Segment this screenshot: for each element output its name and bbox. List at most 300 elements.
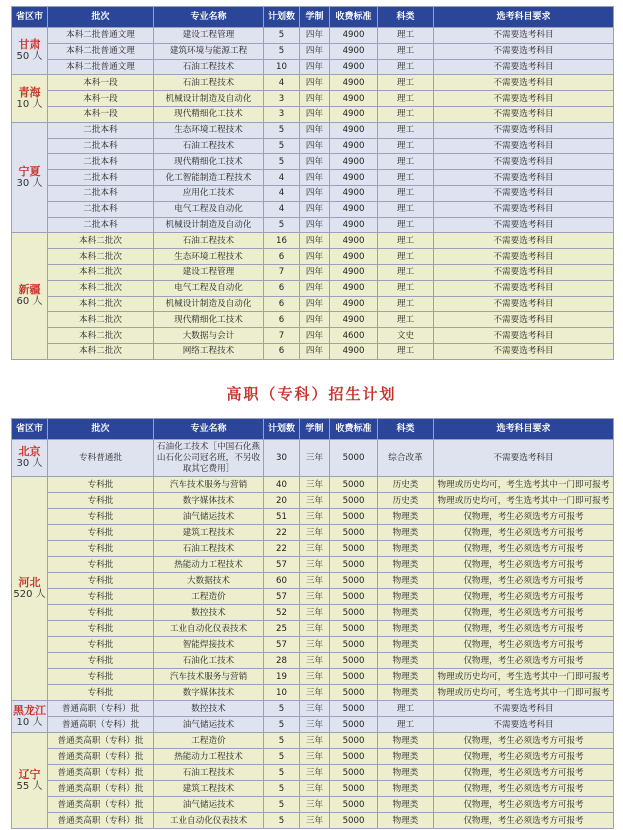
header-major: 专业名称 xyxy=(154,7,264,28)
subject-requirement-cell: 不需要选考科目 xyxy=(434,343,614,359)
header-tuition: 收费标准 xyxy=(330,7,378,28)
category-cell: 物理类 xyxy=(378,669,434,685)
table-row xyxy=(12,717,614,733)
table-row xyxy=(12,91,614,107)
plan-count-cell: 5 xyxy=(264,733,300,749)
tuition-cell: 5000 xyxy=(330,685,378,701)
category-cell: 理工 xyxy=(378,312,434,328)
header-batch: 批次 xyxy=(48,7,154,28)
major-cell: 现代精细化工技术 xyxy=(154,154,264,170)
table-header-row xyxy=(12,419,614,440)
table-row xyxy=(12,493,614,509)
province-quota: 60 人 xyxy=(16,296,43,308)
province-cell xyxy=(12,477,48,701)
table-row xyxy=(12,813,614,829)
major-cell: 机械设计制造及自动化 xyxy=(154,217,264,233)
subject-requirement-cell: 仅物理，考生必须选考方可报考 xyxy=(434,605,614,621)
subject-requirement-cell: 仅物理，考生必须选考方可报考 xyxy=(434,557,614,573)
category-cell: 物理类 xyxy=(378,621,434,637)
category-cell: 物理类 xyxy=(378,765,434,781)
plan-count-cell: 5 xyxy=(264,138,300,154)
plan-count-cell: 6 xyxy=(264,312,300,328)
duration-cell: 三年 xyxy=(300,685,330,701)
plan-count-cell: 4 xyxy=(264,75,300,91)
category-cell: 理工 xyxy=(378,264,434,280)
tuition-cell: 5000 xyxy=(330,749,378,765)
subject-requirement-cell: 仅物理，考生必须选考方可报考 xyxy=(434,733,614,749)
batch-cell: 本科二批普通文理 xyxy=(48,59,154,75)
table-row xyxy=(12,43,614,59)
batch-cell: 普通类高职（专科）批 xyxy=(48,733,154,749)
subject-requirement-cell: 不需要选考科目 xyxy=(434,43,614,59)
subject-requirement-cell: 仅物理，考生必须选考方可报考 xyxy=(434,589,614,605)
table-row xyxy=(12,573,614,589)
batch-cell: 本科一段 xyxy=(48,91,154,107)
batch-cell: 本科二批次 xyxy=(48,343,154,359)
vocational-plan-table xyxy=(11,418,614,829)
duration-cell: 三年 xyxy=(300,813,330,829)
batch-cell: 普通类高职（专科）批 xyxy=(48,765,154,781)
batch-cell: 二批本科 xyxy=(48,154,154,170)
plan-count-cell: 5 xyxy=(264,43,300,59)
duration-cell: 三年 xyxy=(300,605,330,621)
province-cell xyxy=(12,440,48,477)
major-cell: 大数据与会计 xyxy=(154,328,264,344)
major-cell: 应用化工技术 xyxy=(154,185,264,201)
major-cell: 机械设计制造及自动化 xyxy=(154,91,264,107)
subject-requirement-cell: 不需要选考科目 xyxy=(434,28,614,44)
tuition-cell: 4900 xyxy=(330,75,378,91)
subject-requirement-cell: 不需要选考科目 xyxy=(434,91,614,107)
subject-requirement-cell: 仅物理，考生必须选考方可报考 xyxy=(434,573,614,589)
subject-requirement-cell: 仅物理，考生必须选考方可报考 xyxy=(434,621,614,637)
table-row xyxy=(12,106,614,122)
duration-cell: 三年 xyxy=(300,749,330,765)
batch-cell: 专科批 xyxy=(48,525,154,541)
tuition-cell: 4600 xyxy=(330,328,378,344)
plan-count-cell: 22 xyxy=(264,525,300,541)
table-row xyxy=(12,170,614,186)
table-row xyxy=(12,59,614,75)
table-row xyxy=(12,781,614,797)
province-name: 新疆 xyxy=(18,283,41,297)
section-title: 高职（专科）招生计划 xyxy=(226,385,397,403)
subject-requirement-cell: 物理或历史均可，考生选考其中一门即可报考 xyxy=(434,669,614,685)
plan-count-cell: 28 xyxy=(264,653,300,669)
province-quota: 30 人 xyxy=(16,177,43,189)
duration-cell: 三年 xyxy=(300,525,330,541)
subject-requirement-cell: 不需要选考科目 xyxy=(434,217,614,233)
table-row xyxy=(12,557,614,573)
major-cell: 工程造价 xyxy=(154,733,264,749)
table-row xyxy=(12,296,614,312)
tuition-cell: 4900 xyxy=(330,312,378,328)
major-cell: 现代精细化工技术 xyxy=(154,106,264,122)
plan-count-cell: 5 xyxy=(264,781,300,797)
tuition-cell: 4900 xyxy=(330,201,378,217)
tuition-cell: 4900 xyxy=(330,280,378,296)
table-row xyxy=(12,280,614,296)
category-cell: 物理类 xyxy=(378,749,434,765)
province-cell xyxy=(12,122,48,233)
major-cell: 石油工程技术 xyxy=(154,233,264,249)
batch-cell: 普通类高职（专科）批 xyxy=(48,797,154,813)
province-name: 青海 xyxy=(18,85,41,99)
subject-requirement-cell: 不需要选考科目 xyxy=(434,328,614,344)
plan-count-cell: 40 xyxy=(264,477,300,493)
plan-count-cell: 3 xyxy=(264,91,300,107)
header-batch: 批次 xyxy=(48,419,154,440)
plan-count-cell: 5 xyxy=(264,765,300,781)
duration-cell: 四年 xyxy=(300,343,330,359)
duration-cell: 三年 xyxy=(300,765,330,781)
major-cell: 石油工程技术 xyxy=(154,541,264,557)
category-cell: 物理类 xyxy=(378,637,434,653)
major-cell: 石油工程技术 xyxy=(154,75,264,91)
batch-cell: 普通类高职（专科）批 xyxy=(48,749,154,765)
province-cell xyxy=(12,701,48,733)
subject-requirement-cell: 仅物理，考生必须选考方可报考 xyxy=(434,637,614,653)
tuition-cell: 5000 xyxy=(330,605,378,621)
major-cell: 石油工程技术 xyxy=(154,59,264,75)
plan-count-cell: 5 xyxy=(264,122,300,138)
duration-cell: 四年 xyxy=(300,233,330,249)
duration-cell: 四年 xyxy=(300,217,330,233)
duration-cell: 三年 xyxy=(300,589,330,605)
tuition-cell: 4900 xyxy=(330,170,378,186)
plan-count-cell: 4 xyxy=(264,201,300,217)
tuition-cell: 5000 xyxy=(330,781,378,797)
table-row xyxy=(12,185,614,201)
tuition-cell: 4900 xyxy=(330,217,378,233)
duration-cell: 三年 xyxy=(300,440,330,477)
subject-requirement-cell: 不需要选考科目 xyxy=(434,701,614,717)
category-cell: 物理类 xyxy=(378,589,434,605)
category-cell: 物理类 xyxy=(378,573,434,589)
major-cell: 石油化工技术 xyxy=(154,653,264,669)
tuition-cell: 4900 xyxy=(330,106,378,122)
duration-cell: 三年 xyxy=(300,509,330,525)
category-cell: 理工 xyxy=(378,154,434,170)
category-cell: 综合改革 xyxy=(378,440,434,477)
header-province: 省区市 xyxy=(12,7,48,28)
category-cell: 理工 xyxy=(378,59,434,75)
table-row xyxy=(12,509,614,525)
province-cell xyxy=(12,75,48,122)
province-quota: 55 人 xyxy=(16,780,43,792)
batch-cell: 二批本科 xyxy=(48,170,154,186)
table-row xyxy=(12,233,614,249)
category-cell: 物理类 xyxy=(378,781,434,797)
duration-cell: 三年 xyxy=(300,669,330,685)
table-row xyxy=(12,525,614,541)
tuition-cell: 5000 xyxy=(330,653,378,669)
batch-cell: 本科二批普通文理 xyxy=(48,43,154,59)
duration-cell: 三年 xyxy=(300,797,330,813)
major-cell: 生态环境工程技术 xyxy=(154,249,264,265)
table-row xyxy=(12,685,614,701)
duration-cell: 四年 xyxy=(300,75,330,91)
province-cell xyxy=(12,733,48,829)
table-row xyxy=(12,701,614,717)
major-cell: 数控技术 xyxy=(154,605,264,621)
category-cell: 理工 xyxy=(378,717,434,733)
batch-cell: 本科二批次 xyxy=(48,280,154,296)
major-cell: 工业自动化仪表技术 xyxy=(154,621,264,637)
tuition-cell: 5000 xyxy=(330,765,378,781)
major-cell: 电气工程及自动化 xyxy=(154,280,264,296)
subject-requirement-cell: 不需要选考科目 xyxy=(434,717,614,733)
plan-count-cell: 52 xyxy=(264,605,300,621)
table-row xyxy=(12,343,614,359)
major-cell: 大数据技术 xyxy=(154,573,264,589)
category-cell: 历史类 xyxy=(378,477,434,493)
major-cell: 网络工程技术 xyxy=(154,343,264,359)
plan-count-cell: 6 xyxy=(264,343,300,359)
plan-count-cell: 5 xyxy=(264,813,300,829)
tuition-cell: 5000 xyxy=(330,589,378,605)
batch-cell: 普通高职（专科）批 xyxy=(48,717,154,733)
category-cell: 理工 xyxy=(378,106,434,122)
duration-cell: 四年 xyxy=(300,138,330,154)
tuition-cell: 4900 xyxy=(330,185,378,201)
tuition-cell: 5000 xyxy=(330,701,378,717)
header-plan-count: 计划数 xyxy=(264,7,300,28)
major-cell: 石油化工技术［中国石化燕山石化公司冠名班，不另收取其它费用］ xyxy=(154,440,264,477)
tuition-cell: 5000 xyxy=(330,477,378,493)
subject-requirement-cell: 不需要选考科目 xyxy=(434,296,614,312)
batch-cell: 专科批 xyxy=(48,541,154,557)
plan-count-cell: 16 xyxy=(264,233,300,249)
major-cell: 数字媒体技术 xyxy=(154,685,264,701)
plan-count-cell: 22 xyxy=(264,541,300,557)
plan-count-cell: 4 xyxy=(264,170,300,186)
category-cell: 物理类 xyxy=(378,525,434,541)
duration-cell: 三年 xyxy=(300,573,330,589)
table-header-row xyxy=(12,7,614,28)
category-cell: 理工 xyxy=(378,701,434,717)
duration-cell: 四年 xyxy=(300,170,330,186)
tuition-cell: 5000 xyxy=(330,440,378,477)
subject-requirement-cell: 不需要选考科目 xyxy=(434,122,614,138)
duration-cell: 四年 xyxy=(300,59,330,75)
plan-count-cell: 57 xyxy=(264,637,300,653)
table-row xyxy=(12,589,614,605)
category-cell: 物理类 xyxy=(378,685,434,701)
plan-count-cell: 57 xyxy=(264,589,300,605)
table-row xyxy=(12,765,614,781)
table-row xyxy=(12,122,614,138)
category-cell: 理工 xyxy=(378,185,434,201)
major-cell: 汽车技术服务与营销 xyxy=(154,477,264,493)
duration-cell: 四年 xyxy=(300,264,330,280)
category-cell: 理工 xyxy=(378,75,434,91)
plan-count-cell: 6 xyxy=(264,280,300,296)
table-row xyxy=(12,733,614,749)
major-cell: 建设工程管理 xyxy=(154,264,264,280)
batch-cell: 二批本科 xyxy=(48,217,154,233)
batch-cell: 本科二批普通文理 xyxy=(48,28,154,44)
plan-count-cell: 57 xyxy=(264,557,300,573)
duration-cell: 三年 xyxy=(300,781,330,797)
undergraduate-plan-table xyxy=(11,6,614,360)
batch-cell: 二批本科 xyxy=(48,122,154,138)
category-cell: 理工 xyxy=(378,296,434,312)
major-cell: 建筑工程技术 xyxy=(154,781,264,797)
batch-cell: 本科二批次 xyxy=(48,264,154,280)
tuition-cell: 4900 xyxy=(330,296,378,312)
subject-requirement-cell: 不需要选考科目 xyxy=(434,59,614,75)
plan-count-cell: 5 xyxy=(264,749,300,765)
subject-requirement-cell: 不需要选考科目 xyxy=(434,440,614,477)
tuition-cell: 5000 xyxy=(330,813,378,829)
category-cell: 理工 xyxy=(378,91,434,107)
tuition-cell: 4900 xyxy=(330,43,378,59)
category-cell: 物理类 xyxy=(378,653,434,669)
category-cell: 物理类 xyxy=(378,509,434,525)
province-name: 宁夏 xyxy=(18,164,41,178)
subject-requirement-cell: 不需要选考科目 xyxy=(434,170,614,186)
category-cell: 理工 xyxy=(378,343,434,359)
duration-cell: 四年 xyxy=(300,296,330,312)
header-province: 省区市 xyxy=(12,419,48,440)
province-quota: 520 人 xyxy=(13,588,46,600)
category-cell: 物理类 xyxy=(378,797,434,813)
province-quota: 10 人 xyxy=(16,716,43,728)
duration-cell: 三年 xyxy=(300,541,330,557)
major-cell: 石油工程技术 xyxy=(154,765,264,781)
province-cell xyxy=(12,233,48,359)
duration-cell: 三年 xyxy=(300,733,330,749)
table-row xyxy=(12,440,614,477)
tuition-cell: 5000 xyxy=(330,669,378,685)
table-row xyxy=(12,138,614,154)
major-cell: 热能动力工程技术 xyxy=(154,749,264,765)
subject-requirement-cell: 不需要选考科目 xyxy=(434,249,614,265)
province-cell xyxy=(12,28,48,75)
category-cell: 理工 xyxy=(378,138,434,154)
batch-cell: 专科批 xyxy=(48,653,154,669)
batch-cell: 本科一段 xyxy=(48,75,154,91)
batch-cell: 专科批 xyxy=(48,557,154,573)
plan-count-cell: 7 xyxy=(264,264,300,280)
plan-count-cell: 6 xyxy=(264,296,300,312)
table-row xyxy=(12,28,614,44)
table-row xyxy=(12,749,614,765)
batch-cell: 专科批 xyxy=(48,605,154,621)
major-cell: 电气工程及自动化 xyxy=(154,201,264,217)
plan-count-cell: 7 xyxy=(264,328,300,344)
batch-cell: 专科批 xyxy=(48,493,154,509)
table-row xyxy=(12,264,614,280)
major-cell: 现代精细化工技术 xyxy=(154,312,264,328)
duration-cell: 四年 xyxy=(300,28,330,44)
subject-requirement-cell: 仅物理，考生必须选考方可报考 xyxy=(434,749,614,765)
header-tuition: 收费标准 xyxy=(330,419,378,440)
duration-cell: 三年 xyxy=(300,477,330,493)
plan-count-cell: 5 xyxy=(264,797,300,813)
subject-requirement-cell: 不需要选考科目 xyxy=(434,154,614,170)
major-cell: 工业自动化仪表技术 xyxy=(154,813,264,829)
batch-cell: 专科批 xyxy=(48,573,154,589)
plan-count-cell: 5 xyxy=(264,717,300,733)
category-cell: 历史类 xyxy=(378,493,434,509)
duration-cell: 三年 xyxy=(300,621,330,637)
tuition-cell: 4900 xyxy=(330,59,378,75)
batch-cell: 专科批 xyxy=(48,669,154,685)
tuition-cell: 5000 xyxy=(330,733,378,749)
table-row xyxy=(12,217,614,233)
plan-count-cell: 6 xyxy=(264,249,300,265)
category-cell: 物理类 xyxy=(378,541,434,557)
subject-requirement-cell: 不需要选考科目 xyxy=(434,75,614,91)
major-cell: 数控技术 xyxy=(154,701,264,717)
batch-cell: 专科批 xyxy=(48,621,154,637)
table-row xyxy=(12,201,614,217)
tuition-cell: 4900 xyxy=(330,138,378,154)
subject-requirement-cell: 仅物理，考生必须选考方可报考 xyxy=(434,525,614,541)
duration-cell: 三年 xyxy=(300,653,330,669)
duration-cell: 三年 xyxy=(300,701,330,717)
major-cell: 工程造价 xyxy=(154,589,264,605)
plan-count-cell: 60 xyxy=(264,573,300,589)
batch-cell: 本科二批次 xyxy=(48,233,154,249)
batch-cell: 普通高职（专科）批 xyxy=(48,701,154,717)
table-row xyxy=(12,637,614,653)
header-subject-requirement: 选考科目要求 xyxy=(434,7,614,28)
duration-cell: 四年 xyxy=(300,312,330,328)
batch-cell: 专科普通批 xyxy=(48,440,154,477)
tuition-cell: 4900 xyxy=(330,264,378,280)
category-cell: 理工 xyxy=(378,43,434,59)
major-cell: 建设工程管理 xyxy=(154,28,264,44)
tuition-cell: 5000 xyxy=(330,557,378,573)
duration-cell: 三年 xyxy=(300,717,330,733)
subject-requirement-cell: 物理或历史均可，考生选考其中一门即可报考 xyxy=(434,493,614,509)
category-cell: 理工 xyxy=(378,170,434,186)
subject-requirement-cell: 不需要选考科目 xyxy=(434,312,614,328)
province-name: 河北 xyxy=(18,575,41,589)
plan-count-cell: 5 xyxy=(264,701,300,717)
header-subject-requirement: 选考科目要求 xyxy=(434,419,614,440)
batch-cell: 本科一段 xyxy=(48,106,154,122)
tuition-cell: 5000 xyxy=(330,797,378,813)
tuition-cell: 5000 xyxy=(330,493,378,509)
duration-cell: 四年 xyxy=(300,249,330,265)
subject-requirement-cell: 物理或历史均可，考生选考其中一门即可报考 xyxy=(434,477,614,493)
subject-requirement-cell: 仅物理，考生必须选考方可报考 xyxy=(434,509,614,525)
plan-count-cell: 3 xyxy=(264,106,300,122)
tuition-cell: 5000 xyxy=(330,573,378,589)
batch-cell: 二批本科 xyxy=(48,185,154,201)
batch-cell: 本科二批次 xyxy=(48,312,154,328)
plan-count-cell: 5 xyxy=(264,217,300,233)
category-cell: 文史 xyxy=(378,328,434,344)
category-cell: 理工 xyxy=(378,28,434,44)
tuition-cell: 4900 xyxy=(330,154,378,170)
tuition-cell: 4900 xyxy=(330,122,378,138)
header-plan-count: 计划数 xyxy=(264,419,300,440)
subject-requirement-cell: 不需要选考科目 xyxy=(434,185,614,201)
province-name: 甘肃 xyxy=(18,38,41,52)
table-row xyxy=(12,154,614,170)
batch-cell: 本科二批次 xyxy=(48,328,154,344)
province-name: 北京 xyxy=(18,445,41,458)
duration-cell: 四年 xyxy=(300,201,330,217)
subject-requirement-cell: 物理或历史均可，考生选考其中一门即可报考 xyxy=(434,685,614,701)
major-cell: 石油工程技术 xyxy=(154,138,264,154)
header-major: 专业名称 xyxy=(154,419,264,440)
